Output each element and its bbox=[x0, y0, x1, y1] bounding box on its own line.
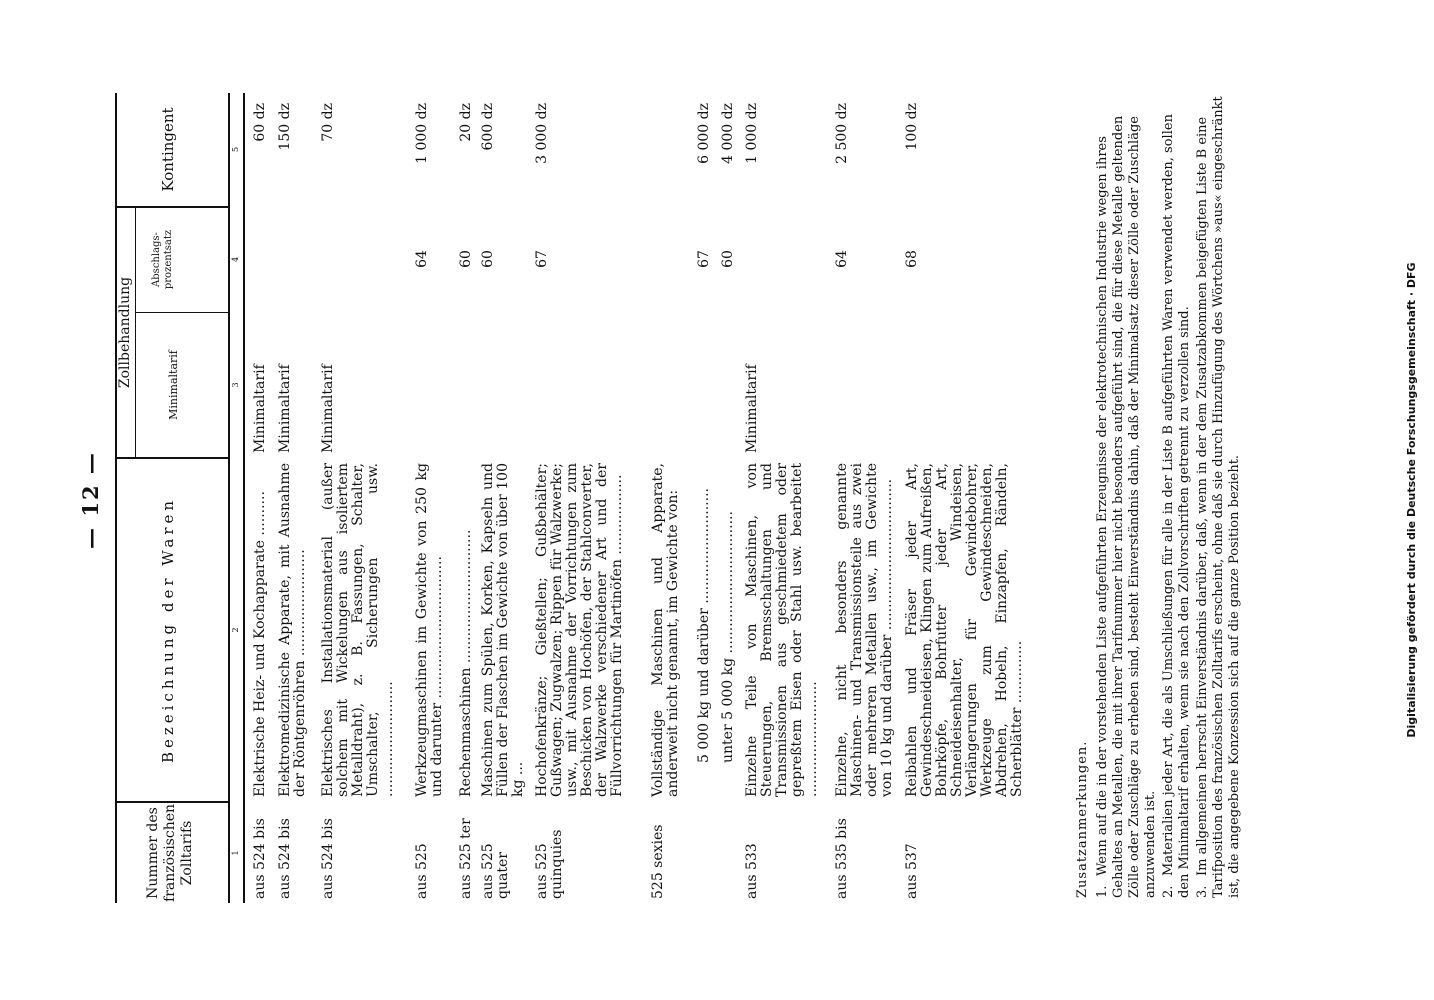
note-num: 3. bbox=[1195, 885, 1210, 898]
row-number: aus 524 bis bbox=[320, 818, 336, 899]
row-kontingent: 20 dz bbox=[458, 103, 474, 142]
row-kontingent: 70 dz bbox=[320, 103, 336, 142]
row-minimaltarif: Minimaltarif bbox=[744, 364, 760, 453]
note-item-3 bbox=[1195, 88, 1243, 898]
notes-heading: Zusatzanmerkungen. bbox=[1075, 740, 1090, 898]
row-description: unter 5 000 kg ................................ bbox=[720, 511, 736, 763]
row-kontingent: 100 dz bbox=[904, 103, 920, 151]
row-number: aus 525 bbox=[414, 843, 430, 899]
page-header: — 12 — bbox=[78, 451, 103, 549]
row-abschlag: 60 bbox=[720, 250, 736, 268]
col-rule-3 bbox=[135, 312, 230, 313]
row-number: 525 sexies bbox=[650, 824, 666, 899]
row-number: aus 535 bis bbox=[834, 818, 850, 899]
note-text: Im allgemeinen herrscht Einverständnis darüber, daß, wenn in der dem Zusatzabkommen beigefügten Liste B eine Tarifposition des französischen Zolltarifs erscheint, ohne daß sie durch Hinzufügung des Wörtchens »aus« eingeschränkt ist, die angegebene Konzession sich auf die ganze Position bezieht. bbox=[1195, 96, 1242, 898]
row-number: aus 525 ter bbox=[458, 818, 474, 899]
row-description: Hochofenkränze; Gießtellen; Gußbehälter; Gußwagen; Zugwalzen; Rippen für Walzwerke; usw., mit Ausnahme der Vorrichtungen zum Beschicken von Hochöfen, der Stahlconverter, der Walzwerke verschiedener Art und der Füllvorrichtungen für Martinöfen .................. bbox=[534, 463, 625, 797]
row-description: Vollständige Maschinen und Apparate, anderweit nicht genannt, im Gewichte von: bbox=[650, 463, 681, 797]
colnum-2: 2 bbox=[231, 627, 240, 633]
colnum-5: 5 bbox=[231, 146, 240, 153]
header-abschlag: Abschlags-prozentsatz bbox=[151, 229, 174, 290]
row-abschlag: 68 bbox=[904, 250, 920, 268]
row-number: aus 525 quinquies bbox=[534, 829, 565, 899]
header-bezeichnung: Bezeichnung der Waren bbox=[159, 496, 177, 764]
row-minimaltarif: Minimaltarif bbox=[252, 364, 268, 453]
digitization-credit: Digitalisierung gefördert durch die Deutsche Forschungsgemeinschaft · DFG bbox=[1405, 262, 1418, 738]
header-minimaltarif: Minimaltarif bbox=[167, 350, 180, 420]
row-abschlag: 64 bbox=[834, 250, 850, 268]
row-kontingent: 60 dz bbox=[252, 103, 268, 142]
row-kontingent: 2 500 dz bbox=[834, 103, 850, 164]
row-number: aus 524 bis bbox=[277, 818, 293, 899]
note-item-1 bbox=[1095, 88, 1159, 898]
header-zollbehandlung: Zollbehandlung bbox=[117, 276, 133, 389]
row-kontingent: 4 000 dz bbox=[720, 103, 736, 164]
row-abschlag: 60 bbox=[458, 250, 474, 268]
row-description: Rechenmaschinen .............................. bbox=[458, 529, 474, 797]
row-abschlag: 64 bbox=[414, 250, 430, 268]
row-abschlag: 67 bbox=[534, 250, 550, 268]
colnum-1: 1 bbox=[231, 850, 240, 856]
row-minimaltarif: Minimaltarif bbox=[320, 364, 336, 453]
row-kontingent: 1 000 dz bbox=[414, 103, 430, 164]
row-description: Reibahlen und Fräser jeder Art, Gewindeschneideisen, Klingen zum Aufreißen, Bohrköpfe, Bohrfutter jeder Art, Schneideisenhalter, Windeisen, Verlängerungen für Gewindebohrer, Werkzeuge zum Gewindeschneiden, Abdrehen, Hobeln, Einzapfen, Rändeln, Scherblätter .............. bbox=[904, 463, 1025, 797]
row-description: Einzelne Teile von Maschinen, von Steuerungen, Bremsschaltungen und Transmissionen aus geschmiedetem oder gepreßtem Eisen oder Stahl usw. bearbeitet .......................... bbox=[744, 463, 820, 797]
tariff-table bbox=[115, 93, 1050, 903]
row-number: aus 524 bis bbox=[252, 818, 268, 899]
zollbehandlung-rule bbox=[135, 208, 136, 459]
note-text: Wenn auf die in der vorstehenden Liste aufgeführten Erzeugnisse der elektrotechnischen Industrie wegen ihres Gehaltes an Metallen, die mit ihrer Tarifnummer hier nicht besonders aufgeführt sind, die für diese Metalle geltenden Zölle oder Zuschläge zu erheben sind, besteht Einverständnis dahin, daß der Minimalsatz dieser Zölle oder Zuschläge anzuwenden ist. bbox=[1095, 115, 1158, 898]
note-text: Materialien jeder Art, die als Umschließungen für alle in der Liste B aufgeführten Waren verwendet werden, sollen den Minimaltarif erhalten, wenn sie nach den Zollvorschriften getrennt zu verzollen sind. bbox=[1161, 114, 1192, 898]
row-number: aus 525 quater bbox=[480, 843, 511, 899]
colnum-bottom-rule bbox=[243, 93, 245, 903]
note-num: 1. bbox=[1095, 885, 1110, 898]
row-kontingent: 6 000 dz bbox=[696, 103, 712, 164]
row-number: aus 533 bbox=[744, 843, 760, 899]
row-kontingent: 600 dz bbox=[480, 103, 496, 151]
row-kontingent: 1 000 dz bbox=[744, 103, 760, 164]
header-kontingent: Kontingent bbox=[159, 107, 177, 192]
row-minimaltarif: Minimaltarif bbox=[277, 364, 293, 453]
notes-section bbox=[1075, 88, 1245, 898]
row-description: Elektromedizinische Apparate, mit Ausnahme der Röntgenröhren ........................ bbox=[277, 463, 308, 797]
row-abschlag: 67 bbox=[696, 250, 712, 268]
note-num: 2. bbox=[1161, 885, 1176, 898]
row-number: aus 537 bbox=[904, 843, 920, 899]
header-bottom-rule bbox=[228, 93, 230, 903]
colnum-3: 3 bbox=[231, 382, 240, 388]
row-abschlag: 60 bbox=[480, 250, 496, 268]
row-description: Werkzeugmaschinen im Gewichte von 250 kg und darunter ................................ bbox=[414, 463, 445, 797]
row-kontingent: 150 dz bbox=[277, 103, 293, 151]
colnum-4: 4 bbox=[231, 256, 240, 263]
row-kontingent: 3 000 dz bbox=[534, 103, 550, 164]
row-description: Elektrische Heiz- und Kochapparate .......... bbox=[252, 491, 268, 797]
note-item-2 bbox=[1161, 88, 1193, 898]
row-description: Einzelne, nicht besonders genannte Maschinen- und Transmissionsteile aus zwei oder mehreren Metallen usw., im Gewichte von 10 kg und darüber .................................. bbox=[834, 463, 895, 797]
row-description: Elektrisches Installationsmaterial (außer solchem mit Wickelungen aus isoliertem Metalldraht), z. B. Fassungen, Schalter, Umschalter, Sicherungen usw. .......................... bbox=[320, 463, 396, 797]
header-nummer: Nummer des französischen Zolltarifs bbox=[145, 803, 195, 903]
row-description: 5 000 kg und darüber .......................... bbox=[696, 488, 712, 763]
row-description: Maschinen zum Spülen, Korken, Kapseln und Füllen der Flaschen im Gewichte von über 100 kg ... bbox=[480, 463, 526, 797]
